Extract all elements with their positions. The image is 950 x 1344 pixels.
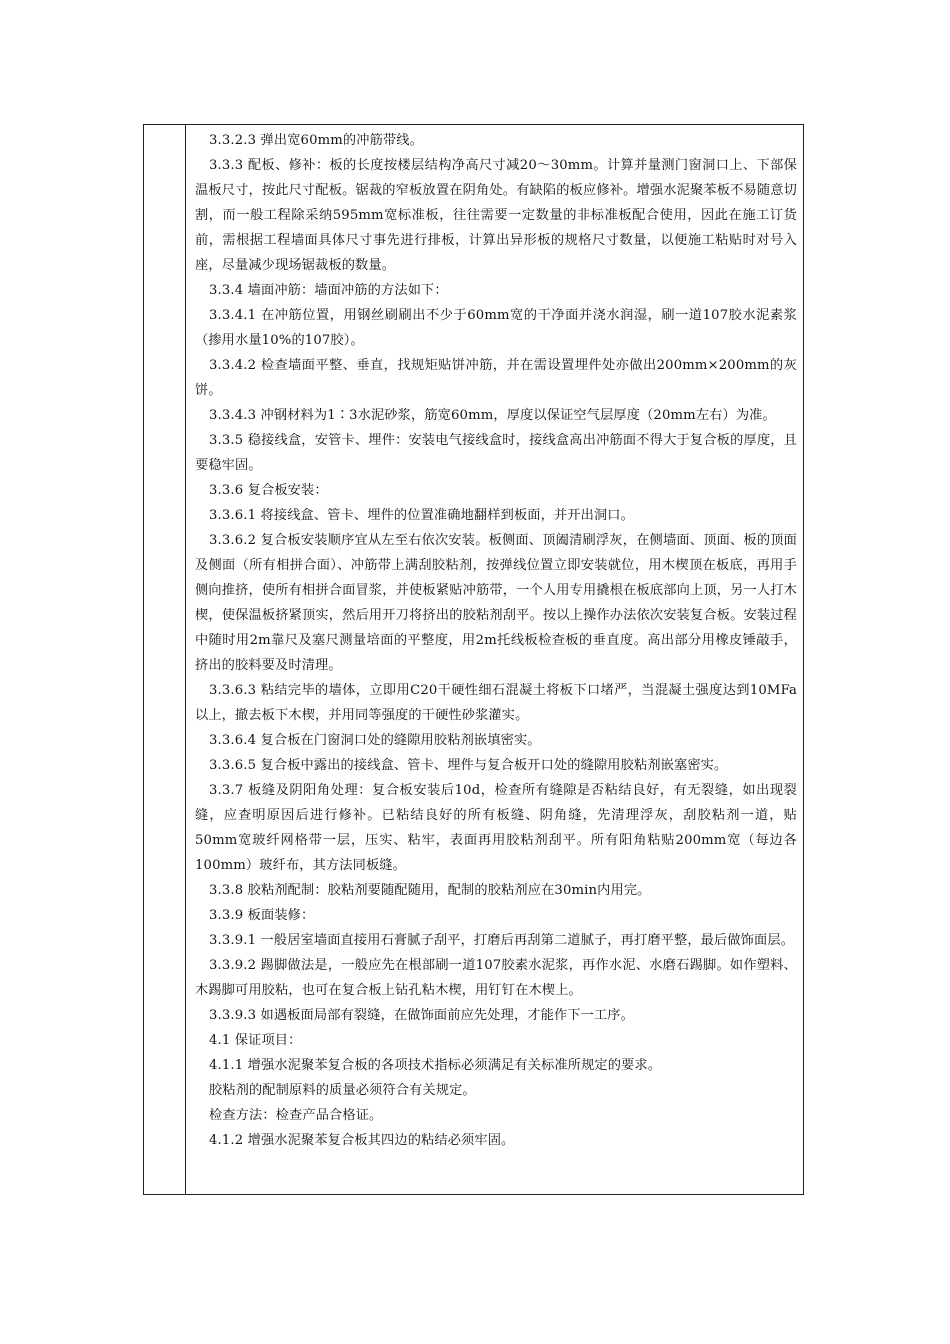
paragraph-3-3-9: 3.3.9 板面装修： xyxy=(209,908,315,923)
paragraph-3-3-9-2: 3.3.9.2 踢脚做法是，一般应先在根部刷一道107胶素水泥浆，再作水泥、水磨石踢脚。如作塑料、木踢脚可用胶粘，也可在复合板上钻孔粘木楔，用钉钉在木楔上。 xyxy=(195,958,797,998)
paragraph-4-1-2: 4.1.2 增强水泥聚苯复合板其四边的粘结必须牢固。 xyxy=(209,1133,515,1148)
paragraph-inspection-method: 检查方法：检查产品合格证。 xyxy=(209,1108,383,1123)
paragraph-3-3-4-3: 3.3.4.3 冲钢材料为1∶3水泥砂浆，筋宽60mm，厚度以保证空气层厚度（20mm左右）为准。 xyxy=(209,408,776,423)
paragraph-3-3-3: 3.3.3 配板、修补：板的长度按楼层结构净高尺寸减20～30mm。计算并量测门窗洞口上、下部保温板尺寸，按此尺寸配板。锯裁的窄板放置在阴角处。有缺陷的板应修补。增强水泥聚苯板不易随意切割，而一般工程除采纳595mm宽标准板，往往需要一定数量的非标准板配合使用，因此在施工订货前，需根据工程墙面具体尺寸事先进行排板，计算出异形板的规格尺寸数量，以便施工粘贴时对号入座，尽量减少现场锯裁板的数量。 xyxy=(195,158,797,273)
paragraph-3-3-9-1: 3.3.9.1 一般居室墙面直接用石膏腻子刮平，打磨后再刮第二道腻子，再打磨平整，最后做饰面层。 xyxy=(209,933,795,948)
paragraph-3-3-9-3: 3.3.9.3 如遇板面局部有裂缝，在做饰面前应先处理，才能作下一工序。 xyxy=(209,1008,634,1023)
paragraph-3-3-6: 3.3.6 复合板安装： xyxy=(209,483,328,498)
content-cell xyxy=(195,128,797,1153)
paragraph-3-3-4-2: 3.3.4.2 检查墙面平整、垂直，找规矩贴饼冲筋，并在需设置埋件处亦做出200mm×200mm的灰饼。 xyxy=(195,358,797,398)
paragraph-3-3-2-3: 3.3.2.3 弹出宽60mm的冲筋带线。 xyxy=(209,133,423,148)
paragraph-3-3-6-2: 3.3.6.2 复合板安装顺序宜从左至右依次安装。板侧面、顶阖清刷浮灰，在侧墙面、顶面、板的顶面及侧面（所有相拼合面）、冲筋带上满刮胶粘剂，按弹线位置立即安装就位，用木楔顶在板底，再用手侧向推挤，使所有相拼合面冒浆，并使板紧贴冲筋带，一个人用专用撬根在板底部向上顶，另一人打木楔，使保温板挤紧顶实，然后用开刀将挤出的胶粘剂刮平。按以上操作办法依次安装复合板。安装过程中随时用2m靠尺及塞尺测量培面的平整度，用2m托线板检查板的垂直度。高出部分用橡皮锤敲手，挤出的胶料要及时清理。 xyxy=(195,533,797,673)
left-column-cell xyxy=(144,125,186,1194)
paragraph-3-3-6-5: 3.3.6.5 复合板中露出的接线盒、管卡、埋件与复合板开口处的缝隙用胶粘剂嵌塞密实。 xyxy=(209,758,728,773)
paragraph-3-3-6-1: 3.3.6.1 将接线盒、管卡、埋件的位置准确地翻样到板面，并开出洞口。 xyxy=(209,508,634,523)
paragraph-3-3-6-4: 3.3.6.4 复合板在门窗洞口处的缝隙用胶粘剂嵌填密实。 xyxy=(209,733,541,748)
document-table xyxy=(143,124,804,1195)
paragraph-4-1-1: 4.1.1 增强水泥聚苯复合板的各项技术指标必须满足有关标准所规定的要求。 xyxy=(209,1058,662,1073)
paragraph-3-3-6-3: 3.3.6.3 粘结完毕的墙体，立即用C20干硬性细石混凝土将板下口堵严，当混凝土强度达到10MFa以上，撤去板下木楔，并用同等强度的干硬性砂浆灌实。 xyxy=(195,683,797,723)
paragraph-3-3-4-1: 3.3.4.1 在冲筋位置，用钢丝刷刷出不少于60mm宽的干净面并浇水润湿，刷一道107胶水泥素浆（掺用水量10%的107胶）。 xyxy=(195,308,797,348)
paragraph-adhesive-quality: 胶粘剂的配制原料的质量必须符合有关规定。 xyxy=(209,1083,476,1098)
paragraph-3-3-5: 3.3.5 稳接线盒，安管卡、埋件：安装电气接线盒时，接线盒高出冲筋面不得大于复合板的厚度，且要稳牢固。 xyxy=(195,433,797,473)
paragraph-3-3-8: 3.3.8 胶粘剂配制：胶粘剂要随配随用，配制的胶粘剂应在30min内用完。 xyxy=(209,883,651,898)
paragraph-4-1: 4.1 保证项目： xyxy=(209,1033,302,1048)
paragraph-3-3-4: 3.3.4 墙面冲筋：墙面冲筋的方法如下： xyxy=(209,283,448,298)
paragraph-3-3-7: 3.3.7 板缝及阴阳角处理：复合板安装后10d，检查所有缝隙是否粘结良好，有无裂缝，如出现裂缝，应查明原因后进行修补。已粘结良好的所有板缝、阴角缝，先清理浮灰，刮胶粘剂一道，贴50mm宽玻纤网格带一层，压实、粘牢，表面再用胶粘剂刮平。所有阳角粘贴200mm宽（每边各100mm）玻纤布，其方法同板缝。 xyxy=(195,783,797,873)
